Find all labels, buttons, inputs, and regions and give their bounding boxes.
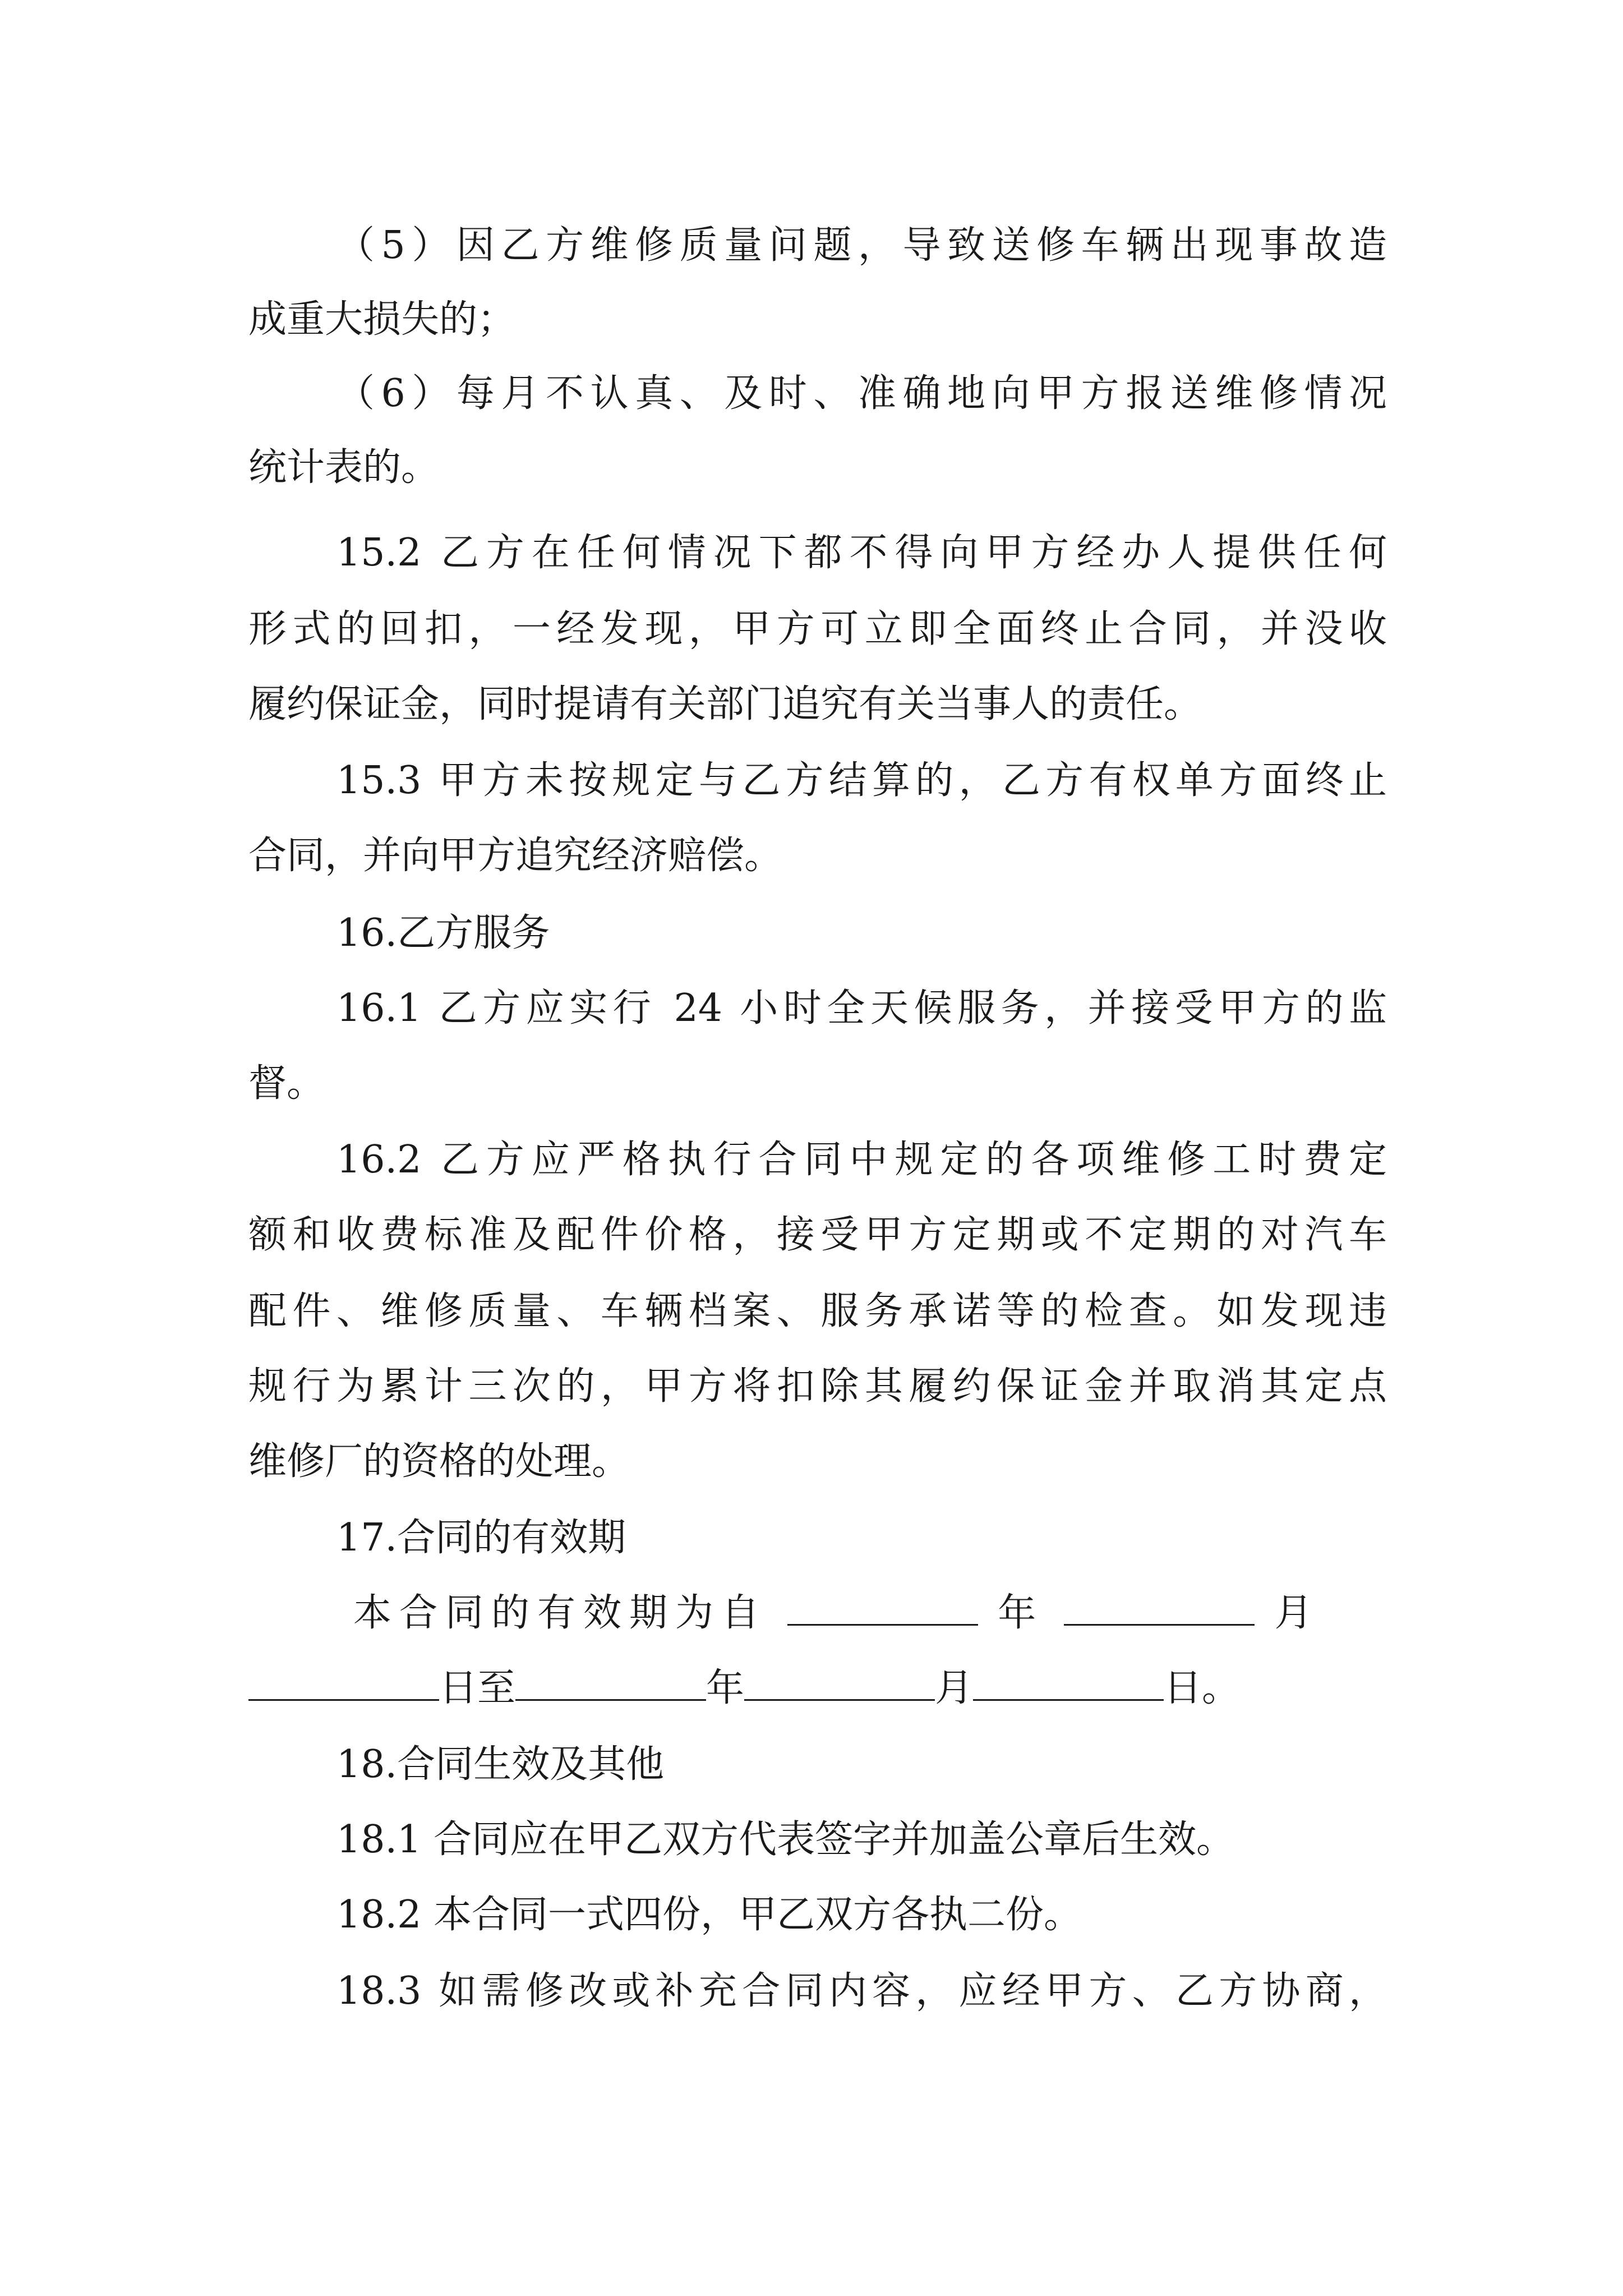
paragraph-line: 18.3 如需修改或补充合同内容，应经甲方、乙方协商， — [336, 1969, 1387, 2013]
paragraph-line: 督。 — [248, 1061, 325, 1106]
paragraph-line: 维修厂的资格的处理。 — [248, 1439, 630, 1484]
paragraph-line: 15.2 乙方在任何情况下都不得向甲方经办人提供任何 — [336, 531, 1387, 575]
paragraph-line: 配件、维修质量、车辆档案、服务承诺等的检查。如发现违 — [248, 1289, 1387, 1333]
blank-start-day[interactable] — [248, 1664, 439, 1701]
validity-year-label: 年 — [998, 1591, 1044, 1635]
paragraph-line: 合同，并向甲方追究经济赔偿。 — [248, 834, 783, 878]
paragraph-line: 规行为累计三次的，甲方将扣除其履约保证金并取消其定点 — [248, 1364, 1387, 1409]
paragraph-line: 18.2 本合同一式四份，甲乙双方各执二份。 — [336, 1893, 1082, 1937]
paragraph-line: 16.1 乙方应实行 24 小时全天候服务，并接受甲方的监 — [336, 986, 1387, 1030]
validity-year-label: 年 — [706, 1666, 745, 1710]
validity-month-label: 月 — [935, 1666, 974, 1710]
paragraph-line: 形式的回扣，一经发现，甲方可立即全面终止合同，并没收 — [248, 607, 1387, 651]
blank-start-month[interactable] — [1064, 1589, 1255, 1626]
paragraph-line: 15.3 甲方未按规定与乙方结算的，乙方有权单方面终止 — [336, 758, 1387, 803]
blank-end-year[interactable] — [515, 1664, 706, 1701]
paragraph-line: （5）因乙方维修质量问题，导致送修车辆出现事故造 — [336, 223, 1387, 268]
section-heading: 18.合同生效及其他 — [336, 1742, 665, 1787]
paragraph-line: 额和收费标准及配件价格，接受甲方定期或不定期的对汽车 — [248, 1213, 1387, 1257]
paragraph-line: 16.2 乙方应严格执行合同中规定的各项维修工时费定 — [336, 1138, 1387, 1182]
blank-end-month[interactable] — [744, 1664, 935, 1701]
paragraph-line: （6）每月不认真、及时、准确地向甲方报送维修情况 — [336, 371, 1387, 416]
blank-end-day[interactable] — [973, 1664, 1164, 1701]
paragraph-line: 18.1 合同应在甲乙双方代表签字并加盖公章后生效。 — [336, 1818, 1235, 1862]
paragraph-line: 统计表的。 — [248, 445, 440, 490]
validity-month-label: 月 — [1274, 1591, 1321, 1635]
validity-prefix: 本合同的有效期为自 — [353, 1591, 768, 1635]
validity-day-end: 日。 — [1164, 1666, 1241, 1710]
validity-day-to: 日至 — [439, 1666, 516, 1710]
paragraph-line: 成重大损失的； — [248, 297, 516, 342]
validity-line-2 — [248, 1660, 1387, 1717]
section-heading: 16.乙方服务 — [336, 911, 550, 955]
section-heading: 17.合同的有效期 — [336, 1516, 626, 1560]
paragraph-line: 履约保证金，同时提请有关部门追究有关当事人的责任。 — [248, 682, 1202, 726]
validity-line-1 — [353, 1585, 1387, 1641]
blank-start-year[interactable] — [787, 1589, 978, 1626]
